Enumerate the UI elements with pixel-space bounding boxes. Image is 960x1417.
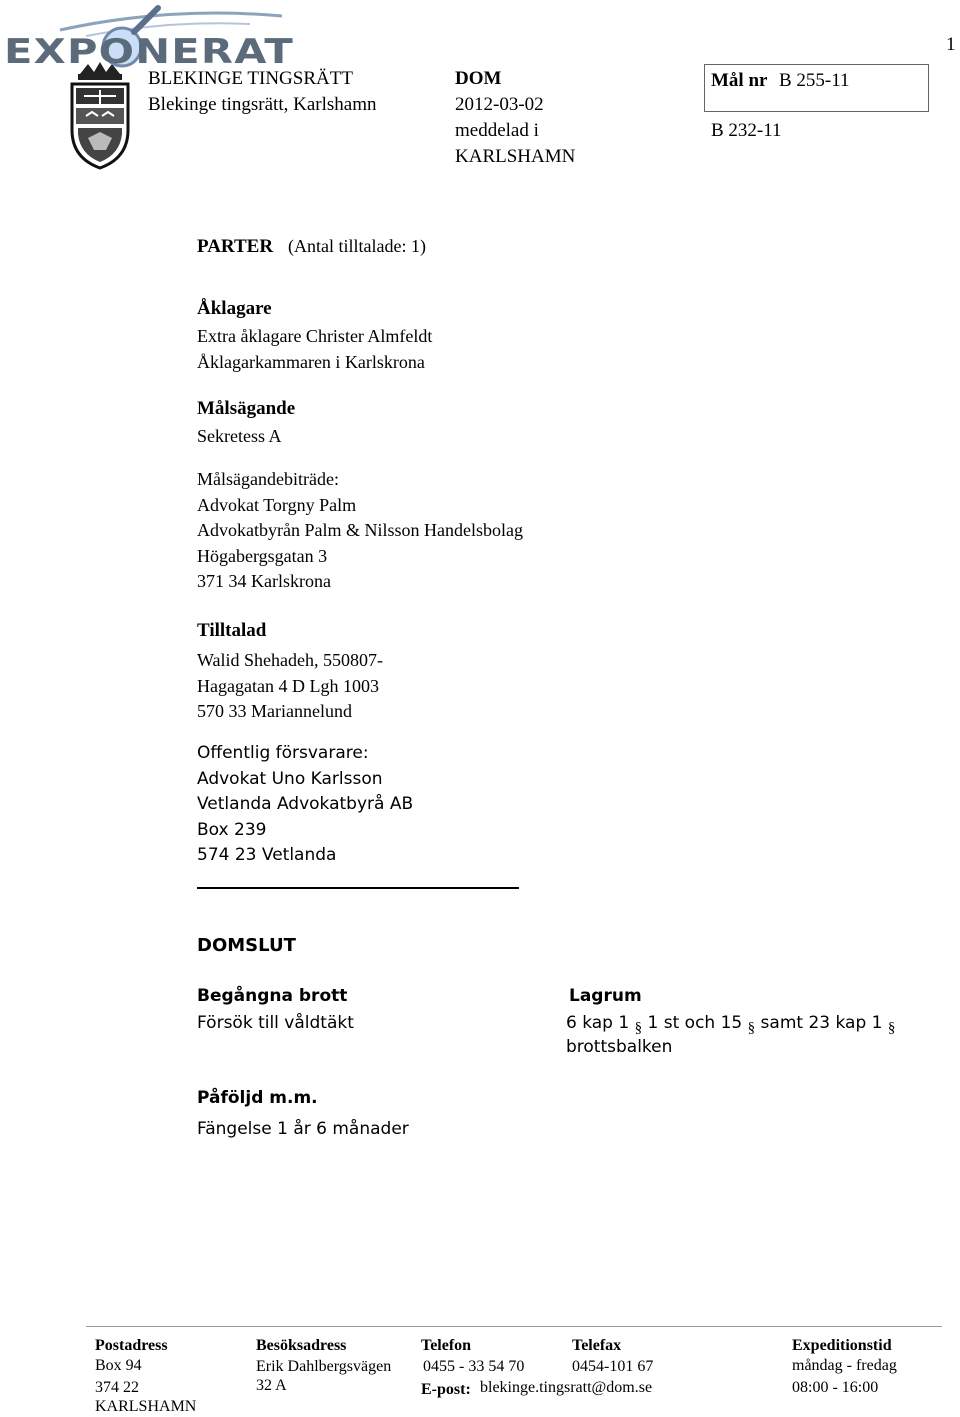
court-location: Blekinge tingsrätt, Karlshamn (148, 94, 377, 115)
footer-postal-line: Box 94 (95, 1357, 142, 1374)
footer-email[interactable]: blekinge.tingsratt@dom.se (480, 1379, 653, 1396)
delivered-city: KARLSHAMN (455, 146, 576, 167)
law-heading: Lagrum (569, 986, 642, 1006)
crimes-heading: Begångna brott (197, 986, 348, 1006)
defendant-line: Walid Shehadeh, 550807- (197, 650, 384, 670)
footer-postal-heading: Postadress (95, 1337, 168, 1354)
defendant-block (197, 648, 383, 725)
section-sign: § (887, 1020, 896, 1036)
footer-hours-time: 08:00 - 16:00 (792, 1379, 879, 1396)
law-part: 6 kap 1 (566, 1013, 630, 1033)
prosecutor-line: Åklagarkammaren i Karlskrona (197, 351, 425, 372)
footer-hours-days: måndag - fredag (792, 1357, 897, 1374)
sanction: Fängelse 1 år 6 månader (197, 1119, 409, 1139)
defender-line: Vetlanda Advokatbyrå AB (197, 794, 414, 814)
counsel-line: Målsägandebiträde: (197, 469, 339, 489)
prosecutor-line: Extra åklagare Christer Almfeldt (197, 326, 433, 346)
court-name: BLEKINGE TINGSRÄTT (148, 68, 353, 89)
counsel-block (197, 467, 523, 595)
footer-rule (86, 1326, 942, 1327)
counsel-line: Advokatbyrån Palm & Nilsson Handelsbolag (197, 520, 523, 541)
footer-visit-line: Erik Dahlbergsvägen (256, 1358, 392, 1375)
defendant-line: Hagagatan 4 D Lgh 1003 (197, 675, 379, 696)
defendant-heading: Tilltalad (197, 620, 267, 641)
document-date: 2012-03-02 (455, 94, 544, 115)
case-number-label: Mål nr (711, 70, 768, 91)
section-divider (197, 887, 519, 889)
prosecutor-block (197, 324, 432, 375)
verdict-heading: DOMSLUT (197, 935, 296, 956)
defendant-count: (Antal tilltalade: 1) (288, 236, 426, 256)
delivered-label: meddelad i (455, 120, 539, 141)
prosecutor-heading: Åklagare (197, 298, 272, 319)
counsel-line: Högabergsgatan 3 (197, 545, 328, 566)
case-number: B 255-11 (779, 70, 850, 91)
plaintiff-name: Sekretess A (197, 426, 282, 446)
footer-fax-heading: Telefax (572, 1337, 622, 1354)
footer-postal-line: 374 22 (95, 1379, 139, 1396)
defender-line: Offentlig försvarare: (197, 743, 369, 763)
defender-line: 574 23 Vetlanda (197, 845, 337, 865)
law-part: samt 23 kap 1 (760, 1013, 883, 1033)
footer-postal-line: KARLSHAMN (95, 1398, 197, 1415)
crime-name: Försök till våldtäkt (197, 1013, 354, 1033)
footer-email-label: E-post: (421, 1381, 471, 1398)
plaintiff-heading: Målsägande (197, 398, 296, 419)
defender-block (197, 741, 413, 869)
footer-hours-heading: Expeditionstid (792, 1337, 892, 1354)
section-sign: § (634, 1020, 643, 1036)
case-number-secondary: B 232-11 (711, 120, 782, 141)
footer-visit-line: 32 A (256, 1377, 287, 1394)
law-code: brottsbalken (566, 1037, 673, 1057)
defender-line: Box 239 (197, 819, 267, 840)
law-part: 1 st och 15 (647, 1013, 743, 1033)
law-reference (566, 1013, 895, 1037)
counsel-line: Advokat Torgny Palm (197, 494, 357, 515)
footer-fax: 0454-101 67 (572, 1358, 654, 1375)
page-number: 1 (946, 34, 956, 55)
defender-line: Advokat Uno Karlsson (197, 768, 383, 789)
section-sign: § (747, 1020, 756, 1036)
footer-visit-heading: Besöksadress (256, 1337, 347, 1354)
defendant-line: 570 33 Mariannelund (197, 701, 352, 722)
watermark-text: EXPONERAT (4, 32, 294, 72)
counsel-line: 371 34 Karlskrona (197, 571, 331, 592)
sanction-heading: Påföljd m.m. (197, 1088, 318, 1108)
document-type: DOM (455, 68, 502, 89)
footer-phone-heading: Telefon (421, 1337, 472, 1354)
footer-phone: 0455 - 33 54 70 (423, 1358, 525, 1375)
parties-heading: PARTER (197, 236, 274, 257)
